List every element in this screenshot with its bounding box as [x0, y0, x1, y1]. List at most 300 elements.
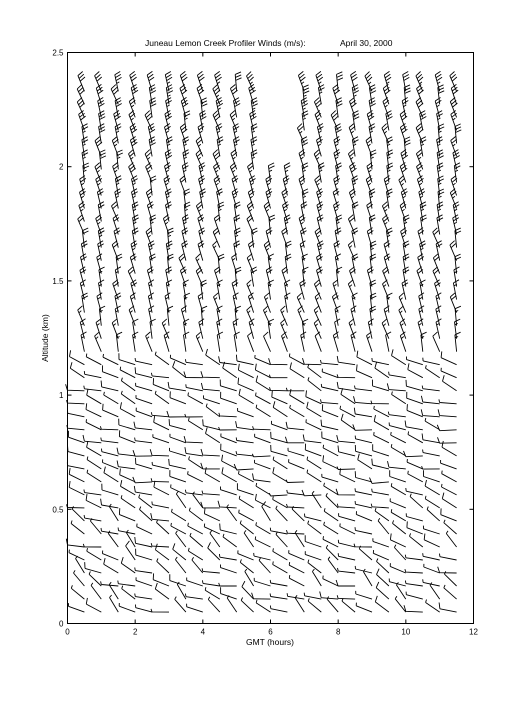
- wind-barb: [68, 445, 85, 456]
- wind-barb: [130, 293, 135, 313]
- wind-barb: [442, 471, 457, 482]
- wind-barb: [103, 404, 119, 417]
- wind-barb: [308, 560, 321, 573]
- wind-barb: [337, 382, 355, 391]
- wind-barb: [136, 577, 152, 586]
- wind-barb: [306, 419, 321, 430]
- wind-barb: [221, 392, 237, 404]
- wind-barb: [443, 375, 457, 391]
- wind-barb: [252, 593, 271, 599]
- wind-barb: [204, 395, 220, 403]
- wind-barb: [166, 280, 172, 300]
- wind-barb: [287, 490, 305, 495]
- wind-barb: [164, 332, 169, 352]
- wind-barb: [164, 176, 170, 196]
- wind-barb: [255, 364, 270, 378]
- wind-barb: [406, 380, 423, 391]
- wind-barb: [341, 414, 355, 430]
- wind-barb: [426, 365, 440, 377]
- wind-barb: [67, 400, 85, 404]
- wind-barb: [134, 422, 152, 430]
- wind-barb: [184, 332, 190, 352]
- wind-barb: [119, 419, 136, 430]
- wind-barb: [307, 457, 321, 469]
- wind-barb: [140, 507, 153, 521]
- wind-barb: [239, 389, 254, 404]
- wind-barb: [238, 408, 254, 417]
- x-tick-label: 8: [335, 627, 341, 637]
- wind-barb: [317, 241, 323, 261]
- wind-barb: [133, 332, 139, 352]
- wind-barb: [134, 486, 152, 495]
- wind-barb: [276, 506, 288, 521]
- wind-barb: [86, 354, 101, 365]
- wind-barb: [371, 504, 389, 508]
- wind-barb: [150, 449, 169, 456]
- wind-barb: [151, 412, 169, 417]
- wind-barb: [407, 459, 423, 469]
- wind-barb: [136, 605, 153, 613]
- chart-subtitle: April 30, 2000: [340, 38, 393, 48]
- wind-barb: [173, 543, 186, 560]
- wind-barb: [157, 558, 169, 573]
- wind-barb: [437, 111, 443, 131]
- wind-barb: [213, 241, 220, 261]
- wind-barb: [165, 163, 171, 183]
- wind-barb: [323, 536, 338, 547]
- wind-barb: [321, 399, 339, 404]
- wind-barb: [315, 111, 321, 131]
- wind-barb: [269, 358, 288, 365]
- wind-barb: [423, 450, 440, 456]
- wind-barb: [188, 548, 202, 560]
- wind-barb: [422, 466, 440, 469]
- wind-barb: [218, 254, 224, 274]
- wind-barb: [171, 484, 186, 495]
- wind-barb: [185, 594, 202, 600]
- wind-barb: [100, 150, 106, 170]
- wind-barb: [389, 422, 406, 429]
- wind-barb: [285, 437, 304, 443]
- wind-barb: [444, 585, 457, 599]
- wind-barb: [288, 448, 304, 456]
- wind-barb: [84, 371, 101, 378]
- wind-barb: [219, 583, 237, 586]
- wind-barb: [406, 592, 423, 600]
- wind-barb: [69, 481, 84, 495]
- wind-barb: [407, 404, 423, 417]
- wind-barb: [375, 508, 389, 521]
- y-tick-label: 1.5: [52, 276, 64, 286]
- wind-barb: [271, 421, 287, 430]
- wind-barb: [388, 412, 406, 417]
- wind-barb: [222, 455, 237, 469]
- wind-barb: [337, 374, 355, 377]
- x-axis-label: GMT (hours): [245, 637, 295, 647]
- wind-barb: [438, 437, 457, 443]
- wind-barb: [290, 405, 305, 417]
- wind-barb: [104, 558, 119, 573]
- wind-barb: [404, 451, 423, 457]
- wind-barb: [406, 488, 423, 495]
- wind-barb: [121, 391, 135, 404]
- wind-barb: [283, 202, 289, 222]
- wind-barb: [190, 533, 203, 547]
- wind-barb: [408, 431, 423, 442]
- wind-barb: [338, 540, 355, 547]
- wind-barb: [286, 388, 304, 391]
- wind-barb: [371, 401, 389, 404]
- wind-barb: [152, 502, 169, 508]
- x-tick-label: 12: [469, 627, 478, 637]
- y-tick-label: 0: [59, 619, 64, 629]
- wind-barb: [202, 568, 220, 573]
- wind-barb: [188, 523, 203, 534]
- wind-barb: [126, 541, 136, 560]
- wind-barb: [266, 267, 272, 287]
- wind-barb: [167, 411, 186, 417]
- wind-barb: [425, 418, 440, 430]
- wind-barb: [153, 378, 169, 391]
- wind-barb: [308, 598, 321, 612]
- wind-barb: [285, 280, 291, 300]
- wind-barb: [146, 332, 153, 352]
- wind-barb: [175, 557, 186, 573]
- wind-barb: [205, 467, 220, 482]
- wind-barb: [455, 254, 461, 274]
- wind-barb: [221, 565, 237, 574]
- wind-barb: [410, 533, 423, 547]
- wind-barb: [206, 349, 220, 365]
- wind-barb: [219, 554, 236, 560]
- wind-barb: [84, 515, 101, 521]
- wind-barb: [254, 578, 270, 586]
- wind-barb: [435, 71, 442, 91]
- wind-barb: [370, 478, 389, 484]
- wind-barb: [67, 504, 85, 508]
- wind-barbs: [66, 71, 462, 612]
- wind-barb: [439, 399, 457, 403]
- wind-barb: [256, 600, 270, 612]
- wind-barb: [420, 241, 426, 261]
- wind-barb: [375, 596, 389, 612]
- wind-barb: [373, 550, 389, 560]
- wind-barb: [407, 392, 423, 404]
- wind-barb: [389, 579, 406, 587]
- wind-barb: [117, 461, 135, 469]
- wind-barb: [335, 306, 341, 326]
- wind-barb: [99, 111, 106, 131]
- wind-barb: [438, 409, 457, 416]
- wind-barb: [66, 539, 84, 547]
- wind-barb: [203, 419, 220, 429]
- wind-barb: [441, 508, 457, 521]
- wind-barb: [391, 509, 406, 521]
- wind-barb: [334, 176, 340, 196]
- wind-barb: [184, 319, 190, 339]
- wind-barb: [185, 414, 203, 417]
- wind-barb: [87, 548, 102, 560]
- wind-barb: [150, 98, 157, 118]
- wind-barb: [404, 605, 423, 612]
- wind-barb: [69, 468, 84, 482]
- wind-barb: [253, 473, 271, 482]
- wind-barb: [77, 98, 84, 118]
- wind-barb: [323, 455, 338, 469]
- wind-barb: [217, 189, 223, 209]
- wind-barb: [135, 358, 152, 365]
- wind-barb: [331, 111, 338, 131]
- wind-barb: [70, 362, 84, 378]
- wind-barb: [284, 215, 290, 235]
- x-tick-label: 2: [132, 627, 138, 637]
- wind-barb: [136, 549, 153, 560]
- wind-barb: [442, 493, 456, 508]
- wind-barb: [217, 280, 223, 300]
- wind-barb: [67, 463, 84, 469]
- wind-barb: [383, 215, 389, 235]
- wind-barb: [85, 562, 102, 573]
- wind-barb: [421, 396, 439, 404]
- wind-barb: [308, 521, 322, 534]
- wind-barb: [418, 228, 424, 248]
- wind-barb: [441, 460, 457, 469]
- wind-barb: [172, 509, 186, 521]
- wind-barb: [426, 600, 440, 613]
- wind-barb: [137, 524, 152, 534]
- wind-barb: [303, 435, 321, 443]
- wind-barb: [286, 422, 304, 430]
- wind-barb: [424, 470, 440, 482]
- wind-barb: [186, 384, 203, 391]
- wind-barb: [185, 359, 202, 365]
- wind-barb: [391, 483, 406, 495]
- wind-barb: [316, 71, 323, 91]
- y-tick-label: 2: [59, 162, 64, 172]
- wind-barb: [197, 84, 204, 104]
- wind-barb: [256, 522, 271, 534]
- wind-barb: [423, 579, 440, 586]
- wind-barb: [201, 449, 220, 456]
- wind-barb: [119, 430, 135, 443]
- wind-barb: [306, 390, 322, 403]
- wind-barb: [201, 371, 220, 378]
- wind-barb: [103, 354, 118, 365]
- wind-barb: [240, 521, 253, 535]
- wind-barb: [171, 523, 186, 534]
- wind-barb: [189, 456, 203, 469]
- wind-barb: [353, 424, 372, 430]
- wind-barb: [355, 488, 372, 495]
- wind-barb: [337, 356, 355, 365]
- wind-barb: [386, 332, 392, 352]
- wind-barb: [383, 280, 389, 300]
- wind-barb: [238, 378, 254, 391]
- wind-barb: [307, 402, 322, 417]
- wind-barb: [208, 597, 220, 612]
- wind-barb: [282, 332, 288, 352]
- wind-barb: [184, 436, 203, 443]
- wind-barb: [419, 293, 424, 313]
- wind-barb: [86, 403, 101, 417]
- wind-barb: [337, 72, 343, 92]
- wind-barb: [175, 597, 186, 613]
- wind-barb: [67, 425, 85, 430]
- wind-barb: [84, 490, 101, 495]
- wind-barb: [202, 491, 220, 495]
- wind-barb: [146, 163, 153, 183]
- wind-barb: [289, 575, 304, 586]
- wind-barb: [355, 436, 372, 443]
- wind-barb: [390, 534, 405, 548]
- wind-barb: [189, 508, 203, 521]
- wind-barb: [68, 431, 84, 443]
- wind-barb: [285, 293, 291, 313]
- wind-barb: [372, 358, 389, 365]
- wind-barb: [315, 293, 321, 313]
- wind-barb: [264, 332, 271, 352]
- wind-barb: [119, 508, 135, 521]
- wind-barb: [82, 293, 88, 313]
- x-tick-label: 4: [200, 627, 206, 637]
- wind-barb: [247, 215, 254, 235]
- wind-barb: [354, 544, 372, 547]
- y-tick-label: 2.5: [52, 48, 64, 58]
- wind-barb: [405, 555, 423, 560]
- wind-barb: [269, 375, 287, 378]
- wind-barb: [256, 376, 270, 391]
- wind-barb: [270, 593, 287, 599]
- wind-barb: [312, 491, 321, 508]
- wind-barb: [273, 457, 287, 469]
- wind-barb: [86, 494, 101, 508]
- wind-barb: [356, 603, 372, 613]
- wind-barb: [239, 510, 254, 521]
- wind-barb: [355, 527, 372, 534]
- wind-barb: [354, 396, 373, 404]
- wind-barb: [188, 471, 203, 482]
- wind-barb: [308, 364, 322, 377]
- wind-barb: [86, 598, 101, 612]
- wind-barb: [321, 420, 338, 430]
- wind-barb: [352, 293, 358, 313]
- wind-barb: [438, 567, 457, 573]
- wind-barb: [232, 189, 238, 209]
- wind-barb: [383, 84, 390, 104]
- wind-barb: [454, 267, 460, 287]
- wind-barb: [289, 459, 305, 469]
- wind-barb: [300, 241, 305, 261]
- wind-barb: [317, 124, 323, 144]
- wind-barb: [287, 504, 305, 508]
- wind-barb: [384, 71, 391, 91]
- wind-barb: [321, 384, 338, 391]
- wind-barb: [400, 332, 406, 352]
- wind-barb: [151, 609, 169, 612]
- wind-barb: [237, 483, 253, 495]
- y-tick-label: 1: [59, 391, 64, 401]
- wind-barb: [421, 215, 427, 235]
- wind-barb: [253, 426, 271, 430]
- wind-barb: [219, 427, 237, 430]
- wind-barb: [315, 332, 321, 352]
- wind-barb: [135, 568, 152, 574]
- wind-barb: [392, 349, 406, 364]
- wind-barb: [389, 372, 406, 378]
- wind-barb: [185, 447, 203, 456]
- wind-barb: [217, 306, 223, 326]
- wind-barb: [440, 554, 457, 560]
- wind-barb: [405, 421, 423, 430]
- wind-barb: [150, 319, 156, 339]
- wind-barb: [394, 545, 405, 560]
- wind-barb: [241, 598, 253, 613]
- wind-barb: [120, 367, 135, 378]
- wind-barb: [441, 368, 457, 378]
- wind-barb: [198, 241, 204, 261]
- wind-barb: [170, 434, 186, 443]
- wind-barb: [204, 507, 219, 521]
- wind-barb: [71, 585, 84, 599]
- wind-barb: [180, 71, 187, 91]
- wind-barb: [236, 421, 254, 430]
- wind-barb: [340, 468, 355, 482]
- wind-barb: [301, 332, 306, 352]
- wind-barb: [131, 85, 138, 105]
- wind-barb: [236, 355, 253, 365]
- wind-barb: [221, 487, 237, 495]
- wind-barb: [305, 444, 321, 456]
- wind-barb: [424, 564, 440, 573]
- wind-barb: [100, 426, 118, 430]
- wind-barb: [373, 444, 389, 456]
- wind-barb: [122, 586, 136, 599]
- wind-barb: [433, 267, 440, 287]
- wind-barb: [305, 535, 321, 547]
- wind-barb: [219, 356, 237, 364]
- wind-barb: [151, 543, 169, 547]
- wind-barb: [255, 494, 270, 508]
- wind-barb: [322, 369, 338, 378]
- wind-barb: [290, 363, 304, 378]
- wind-barb: [322, 474, 338, 482]
- wind-barb: [99, 280, 105, 300]
- wind-barb: [234, 137, 240, 157]
- wind-barb: [153, 434, 169, 443]
- wind-barb: [201, 383, 219, 391]
- wind-barb: [352, 228, 358, 248]
- wind-barb: [451, 111, 457, 131]
- wind-barb: [119, 603, 135, 612]
- wind-barb: [406, 513, 423, 521]
- wind-barb: [354, 408, 372, 417]
- wind-barb: [405, 581, 422, 587]
- wind-barb: [247, 72, 254, 92]
- wind-barb: [133, 477, 152, 483]
- wind-barb: [359, 546, 372, 560]
- wind-barb: [270, 606, 287, 613]
- wind-barb: [339, 513, 356, 521]
- wind-barb: [254, 553, 271, 560]
- wind-barb: [297, 124, 304, 144]
- wind-barb: [271, 445, 288, 456]
- wind-barb: [252, 454, 270, 457]
- wind-barb: [69, 550, 84, 560]
- wind-barb: [133, 450, 152, 456]
- wind-barb: [352, 85, 359, 105]
- wind-barb: [270, 387, 288, 391]
- y-tick-label: 0.5: [52, 505, 64, 515]
